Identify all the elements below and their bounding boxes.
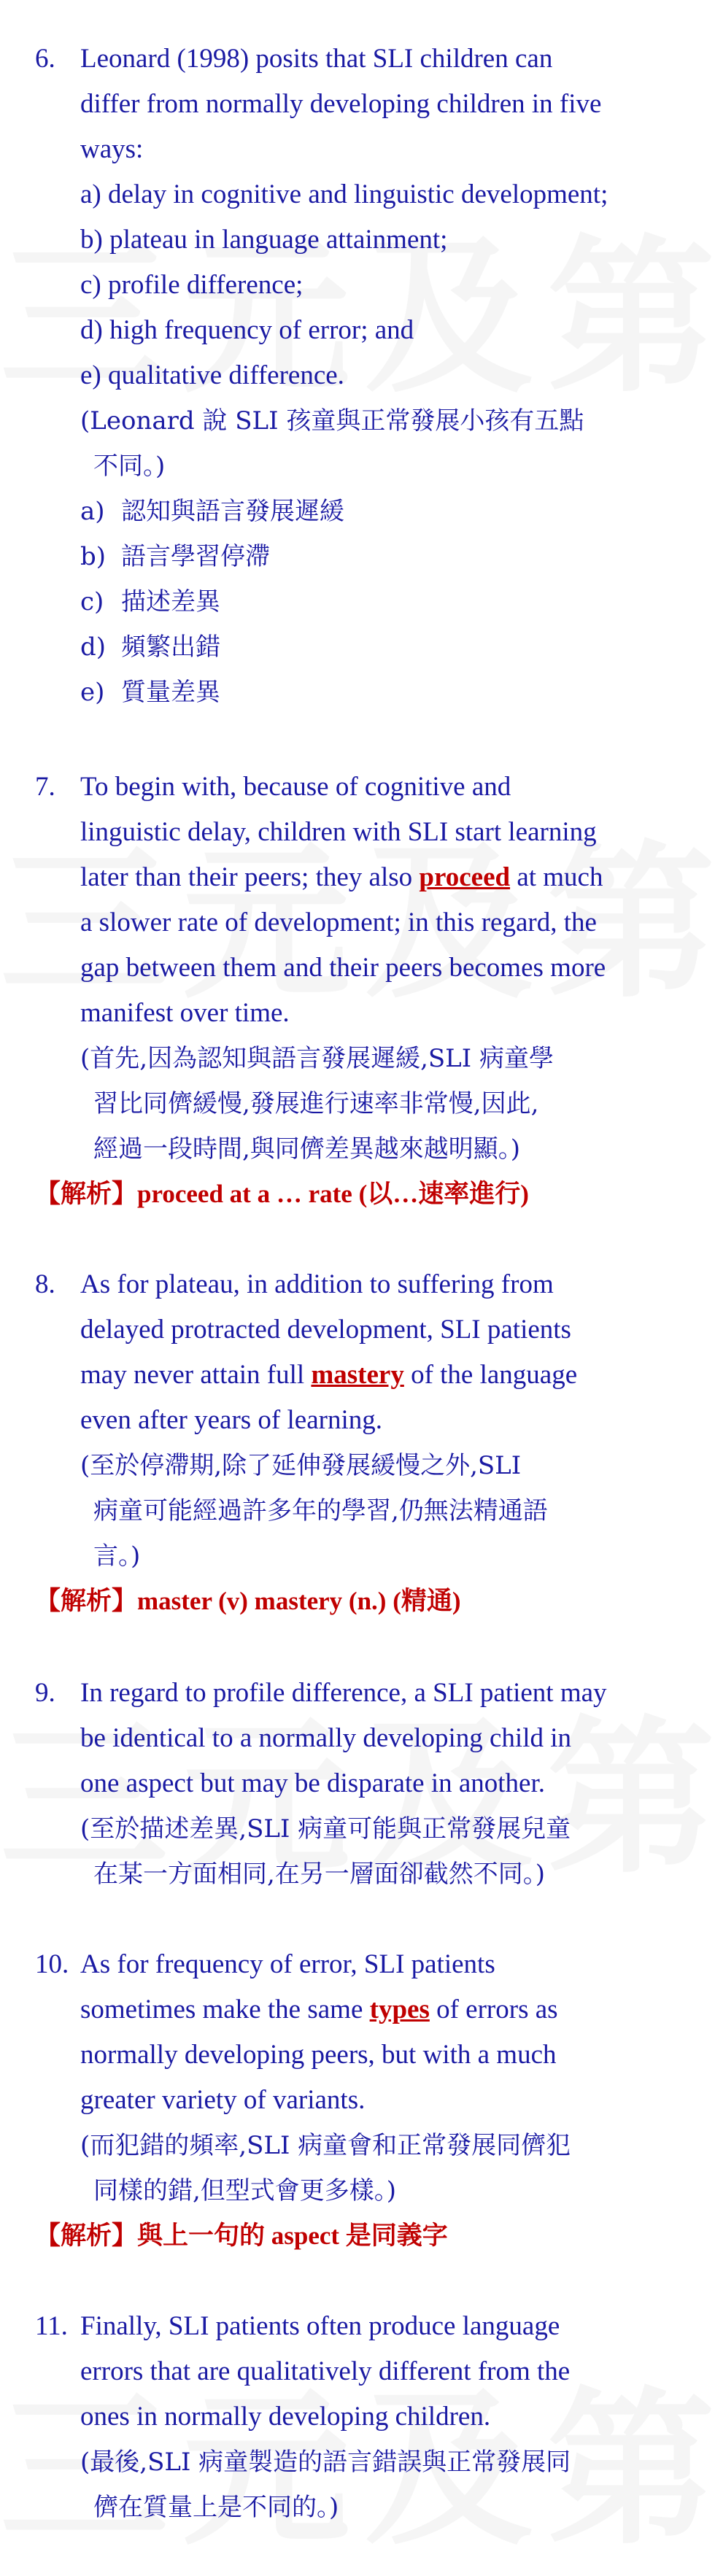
text-line: To begin with, because of cognitive and xyxy=(80,772,511,802)
text-line: 不同。) xyxy=(93,452,166,481)
question-number: 10. xyxy=(35,1949,69,1979)
list-text: 質量差異 xyxy=(121,678,220,707)
chinese-translation xyxy=(80,2123,686,2213)
text-line: greater variety of variants. xyxy=(80,2085,366,2115)
text-line: (最後,SLI 病童製造的語言錯誤與正常發展同 xyxy=(80,2448,571,2477)
text-line xyxy=(80,1987,689,2032)
text-line: be identical to a normally developing child in xyxy=(80,1723,572,1753)
list-item: b) plateau in language attainment; xyxy=(80,225,448,255)
text-line: 經過一段時間,與同儕差異越來越明顯。) xyxy=(93,1134,521,1164)
explanation-note: 【解析】proceed at a … rate (以…速率進行) xyxy=(35,1180,529,1208)
text-line: manifest over time. xyxy=(80,998,290,1028)
list-marker: e) xyxy=(80,678,105,707)
list-item xyxy=(80,670,686,715)
text-line: In regard to profile difference, a SLI patient may xyxy=(80,1678,607,1708)
text-line xyxy=(80,1353,689,1398)
text-span: at much xyxy=(510,862,603,892)
question-text xyxy=(80,1671,689,1806)
text-line: (Leonard 說 SLI 孩童與正常發展小孩有五點 xyxy=(80,406,584,436)
text-line: ones in normally developing children. xyxy=(80,2402,491,2432)
text-line: 在某一方面相同,在另一層面卻截然不同。) xyxy=(93,1860,546,1889)
keyword: proceed xyxy=(419,862,511,892)
text-line: As for frequency of error, SLI patients xyxy=(80,1949,495,1979)
text-line: even after years of learning. xyxy=(80,1405,382,1435)
text-span: later than their peers; they also xyxy=(80,862,420,892)
text-span: may never attain full xyxy=(80,1360,312,1390)
question-number: 6. xyxy=(35,44,55,74)
question-text xyxy=(80,2304,689,2440)
text-line: linguistic delay, children with SLI start learning xyxy=(80,817,597,847)
question-number: 9. xyxy=(35,1678,55,1708)
text-line: Leonard (1998) posits that SLI children can xyxy=(80,44,553,74)
list-text: 描述差異 xyxy=(121,587,220,616)
chinese-translation xyxy=(80,1036,686,1172)
question-number: 7. xyxy=(35,772,55,802)
text-line: one aspect but may be disparate in another. xyxy=(80,1768,546,1798)
text-line: ways: xyxy=(80,134,144,164)
text-span: of errors as xyxy=(429,1995,558,2024)
keyword: types xyxy=(369,1995,430,2024)
question-text xyxy=(80,1262,689,1443)
text-span: sometimes make the same xyxy=(80,1995,370,2024)
text-line: 同樣的錯,但型式會更多樣。) xyxy=(93,2176,397,2205)
list-marker: d) xyxy=(80,633,107,662)
question-text xyxy=(80,1942,689,2123)
list-text: 頻繁出錯 xyxy=(121,633,220,662)
explanation-note: 【解析】master (v) mastery (n.) (精通) xyxy=(35,1587,461,1615)
text-line: differ from normally developing children in five xyxy=(80,89,602,119)
text-line: (而犯錯的頻率,SLI 病童會和正常發展同儕犯 xyxy=(80,2131,571,2160)
keyword: mastery xyxy=(311,1360,404,1390)
question-number: 8. xyxy=(35,1269,55,1299)
list-item xyxy=(80,579,686,624)
explanation-note: 【解析】與上一句的 aspect 是同義字 xyxy=(35,2221,448,2250)
text-line: Finally, SLI patients often produce language xyxy=(80,2311,560,2341)
list-text: 認知與語言發展遲緩 xyxy=(121,497,344,526)
text-line: delayed protracted development, SLI patients xyxy=(80,1315,571,1345)
text-line: errors that are qualitatively different from the xyxy=(80,2356,571,2386)
chinese-translation xyxy=(80,2440,686,2530)
list-marker: b) xyxy=(80,542,107,571)
list-marker: a) xyxy=(80,497,105,526)
text-line: 病童可能經過許多年的學習,仍無法精通語 xyxy=(93,1496,548,1525)
text-line: gap between them and their peers becomes more xyxy=(80,953,606,983)
question-number: 11. xyxy=(35,2311,68,2341)
text-line: (至於描述差異,SLI 病童可能與正常發展兒童 xyxy=(80,1814,571,1844)
list-item xyxy=(80,489,686,534)
text-line: (至於停滯期,除了延伸發展緩慢之外,SLI xyxy=(80,1451,522,1480)
text-span: of the language xyxy=(403,1360,578,1390)
chinese-translation xyxy=(80,1443,686,1579)
list-item: c) profile difference; xyxy=(80,270,304,300)
list-item: d) high frequency of error; and xyxy=(80,315,414,345)
list-item xyxy=(80,624,686,670)
list-item: e) qualitative difference. xyxy=(80,360,344,390)
text-line: a slower rate of development; in this regard, the xyxy=(80,908,597,937)
list-text: 語言學習停滯 xyxy=(121,542,270,571)
chinese-translation xyxy=(80,1806,686,1897)
question-text xyxy=(80,765,689,1036)
text-line: 儕在質量上是不同的。) xyxy=(93,2493,339,2522)
text-line: As for plateau, in addition to suffering from xyxy=(80,1269,554,1299)
text-line xyxy=(80,855,689,900)
list-item xyxy=(80,534,686,579)
text-line: (首先,因為認知與語言發展遲緩,SLI 病童學 xyxy=(80,1044,554,1073)
text-line: 習比同儕緩慢,發展進行速率非常慢,因此, xyxy=(93,1089,539,1118)
question-text xyxy=(80,36,689,398)
list-item: a) delay in cognitive and linguistic development; xyxy=(80,179,608,209)
text-line: 言。) xyxy=(93,1542,141,1571)
text-line: normally developing peers, but with a much xyxy=(80,2040,557,2070)
chinese-translation xyxy=(80,398,686,715)
list-marker: c) xyxy=(80,587,104,616)
